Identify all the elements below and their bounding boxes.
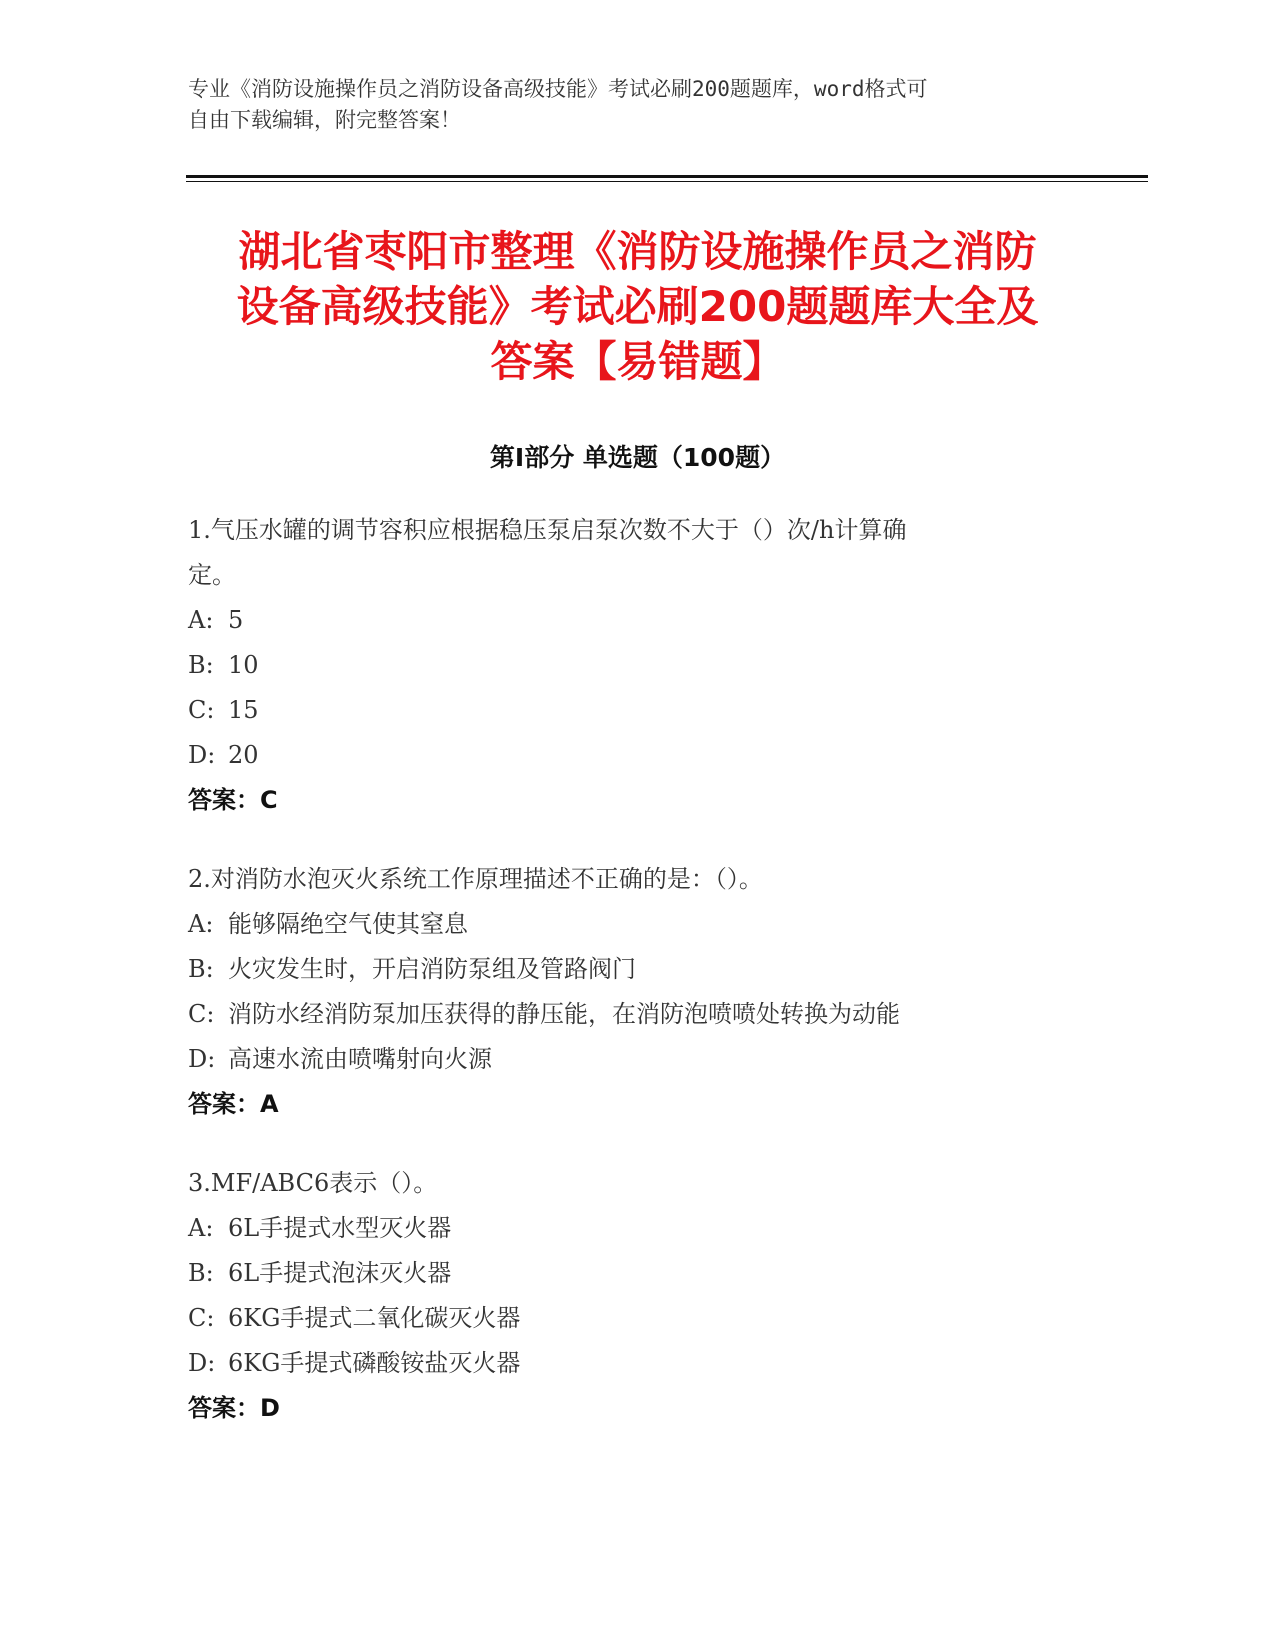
- option-a: [188, 598, 1088, 643]
- option-letter: A:: [188, 1214, 214, 1242]
- option-text: 6L手提式水型灭火器: [228, 1214, 452, 1242]
- question-2: [188, 857, 1088, 1127]
- option-a: [188, 1206, 1088, 1251]
- header-note-line-1: 专业《消防设施操作员之消防设备高级技能》考试必刷200题题库，word格式可: [188, 77, 928, 101]
- title-line-2: 设备高级技能》考试必刷200题题库大全及: [236, 282, 1039, 331]
- question-stem-continued: 定。: [188, 561, 236, 589]
- header-note: [188, 74, 1068, 136]
- option-text: 5: [228, 606, 244, 634]
- option-c: [188, 1296, 1088, 1341]
- question-1: [188, 508, 1088, 823]
- option-b: [188, 1251, 1088, 1296]
- question-stem: 2.对消防水泡灭火系统工作原理描述不正确的是：（）。: [188, 865, 763, 893]
- header-divider-thick: [186, 175, 1148, 178]
- option-text: 消防水经消防泵加压获得的静压能，在消防泡喷喷处转换为动能: [228, 1000, 900, 1028]
- title-line-1: 湖北省枣阳市整理《消防设施操作员之消防: [238, 227, 1037, 276]
- option-d: [188, 1037, 1088, 1082]
- answer-label: 答案：C: [188, 786, 278, 814]
- option-text: 6KG手提式二氧化碳灭火器: [228, 1304, 521, 1332]
- option-text: 6L手提式泡沫灭火器: [228, 1259, 452, 1287]
- option-b: [188, 643, 1088, 688]
- option-text: 火灾发生时，开启消防泵组及管路阀门: [228, 955, 636, 983]
- option-letter: D:: [188, 1349, 216, 1377]
- option-text: 能够隔绝空气使其窒息: [228, 910, 468, 938]
- option-letter: D:: [188, 1045, 216, 1073]
- question-stem: 3.MF/ABC6表示（）。: [188, 1169, 438, 1197]
- option-c: [188, 688, 1088, 733]
- title-line-3: 答案【易错题】: [490, 337, 785, 386]
- question-stem: 1.气压水罐的调节容积应根据稳压泵启泵次数不大于（）次/h计算确: [188, 516, 907, 544]
- option-c: [188, 992, 1088, 1037]
- header-note-line-2: 自由下载编辑，附完整答案！: [188, 108, 461, 132]
- option-letter: B:: [188, 955, 214, 983]
- option-letter: C:: [188, 1000, 215, 1028]
- option-letter: B:: [188, 651, 214, 679]
- option-letter: D:: [188, 741, 216, 769]
- option-text: 6KG手提式磷酸铵盐灭火器: [228, 1349, 521, 1377]
- option-a: [188, 902, 1088, 947]
- document-title: [150, 224, 1125, 389]
- option-text: 10: [228, 651, 259, 679]
- option-d: [188, 1341, 1088, 1386]
- answer-label: 答案：D: [188, 1394, 280, 1422]
- question-3: [188, 1161, 1088, 1431]
- option-letter: A:: [188, 606, 214, 634]
- option-b: [188, 947, 1088, 992]
- option-letter: B:: [188, 1259, 214, 1287]
- option-letter: A:: [188, 910, 214, 938]
- option-text: 20: [228, 741, 259, 769]
- option-text: 高速水流由喷嘴射向火源: [228, 1045, 492, 1073]
- option-letter: C:: [188, 1304, 215, 1332]
- option-d: [188, 733, 1088, 778]
- option-text: 15: [228, 696, 259, 724]
- section-heading: 第Ⅰ部分 单选题（100题）: [489, 443, 786, 472]
- answer-label: 答案：A: [188, 1090, 279, 1118]
- option-letter: C:: [188, 696, 215, 724]
- header-divider-thin: [186, 181, 1148, 182]
